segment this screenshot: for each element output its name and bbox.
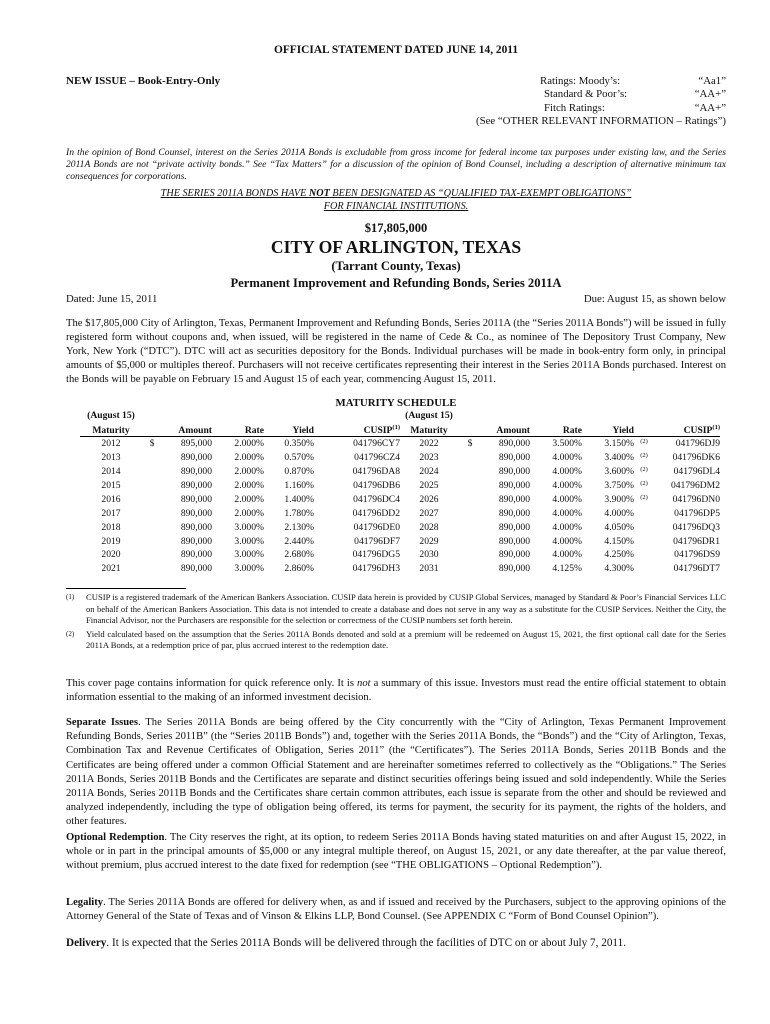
table-row [80, 479, 400, 493]
cusip-cell: 041796DP5 [674, 507, 720, 519]
rate-cell: 3.000% [234, 521, 264, 533]
section-delivery: Delivery. It is expected that the Series 2011A Bonds will be delivered through the facilities of DTC on or about July 7, 2011. [66, 937, 626, 949]
cusip-cell: 041796DK6 [672, 452, 720, 464]
col-header-yield-right: Yield [582, 422, 634, 437]
footnote-2-text: Yield calculated based on the assumption that the Series 2011A Bonds denoted and sold at a premium will be redeemed on August 15, 2021, the first optional call date for the Series 2011A Bonds, at a redemption price of par, plus accrued interest to the redemption date. [86, 628, 726, 650]
table-row [80, 465, 400, 479]
table-row [80, 493, 400, 507]
amount-cell: 890,000 [498, 493, 530, 505]
yield-footnote-mark [634, 507, 654, 521]
maturity-schedule-title: MATURITY SCHEDULE [335, 397, 457, 409]
amount-cell: 890,000 [498, 466, 530, 477]
rate-cell: 2.000% [234, 438, 264, 450]
table-row [80, 535, 400, 549]
maturity-year: 2021 [101, 563, 121, 575]
dollar-sign [460, 562, 480, 576]
yield-cell: 1.780% [284, 507, 314, 519]
yield-cell: 2.130% [284, 521, 314, 533]
issuer-name: CITY OF ARLINGTON, TEXAS [270, 237, 522, 257]
yield-cell: 4.050% [604, 521, 634, 533]
yield-cell: 2.680% [284, 549, 314, 561]
col-header-cusip-left: CUSIP$^{(1)}$ [314, 422, 400, 437]
table-row [398, 562, 720, 576]
maturity-year: 2020 [101, 549, 121, 561]
section-heading: Separate Issues [66, 717, 138, 728]
yield-cell: 3.400% [604, 452, 634, 464]
amount-cell: 890,000 [180, 452, 212, 464]
new-issue-label: NEW ISSUE – Book-Entry-Only [66, 75, 221, 87]
amount-cell: 895,000 [180, 438, 212, 450]
yield-footnote-mark [634, 521, 654, 535]
maturity-year: 2027 [419, 507, 439, 519]
col-header-cusip-right: CUSIP$^{(1)}$ [654, 422, 720, 437]
maturity-year: 2022 [419, 438, 439, 450]
cusip-cell: 041796DH3 [352, 563, 400, 575]
dollar-sign [460, 465, 480, 479]
rate-cell: 4.125% [552, 563, 582, 575]
maturity-year: 2017 [101, 507, 121, 519]
dollar-sign [142, 507, 162, 521]
cusip-cell: 041796DF7 [354, 535, 400, 547]
designation-line2: FOR FINANCIAL INSTITUTIONS. [323, 200, 469, 212]
maturity-year: 2014 [101, 466, 121, 477]
table-row [398, 548, 720, 562]
yield-footnote-mark: (2) [640, 452, 648, 460]
section-separate-issues: Separate Issues. The Series 2011A Bonds are being offered by the City concurrently with the “City of Arlington, Texas Permanent Improvement Refunding Bonds, Series 2011B” (the “Series 2011B Bonds”) and, together with the Series 2011A Bonds, the “Bonds”) and the “City of Arlington, Texas, Combination Tax and Revenue Certificates of Obligation, Series 2011” (the “Certificates”). The Series 2011A Bonds, Series 2011B Bonds and the Certificates are being offered under a common Official Statement and are hereinafter sometimes referred to collectively as the “Obligations.” The Series 2011A Bonds, Series 2011B Bonds and the Certificates are separate and distinct securities offerings being issued and sold independently. While the Series 2011A Bonds, Series 2011B Bonds and the Certificates share certain common attributes, each issue is separate from the other and should be reviewed and analyzed independently, including the type of obligation being offered, its terms for payment, the security for its payment, the rights of the holders, and other features. [66, 717, 726, 828]
cusip-cell: 041796DS9 [674, 549, 720, 561]
yield-cell: 1.160% [284, 479, 314, 491]
amount-cell: 890,000 [498, 479, 530, 491]
section-legality: Legality. The Series 2011A Bonds are offered for delivery when, as and if issued and received by the Purchasers, subject to the approving opinions of the Attorney General of the State of Texas and of Vinson & Elkins LLP, Bond Counsel. (See APPENDIX C “Form of Bond Counsel Opinion”). [66, 897, 726, 923]
col-header-aug-right: (August 15) [405, 410, 453, 421]
amount-cell: 890,000 [180, 549, 212, 561]
cusip-cell: 041796DD2 [352, 507, 400, 519]
maturity-year: 2015 [101, 479, 121, 491]
cusip-cell: 041796DL4 [673, 466, 720, 477]
footnote-rule [66, 588, 186, 589]
rate-cell: 3.000% [234, 535, 264, 547]
designation-part1: THE SERIES 2011A BONDS HAVE [160, 188, 309, 199]
rate-cell: 4.000% [552, 493, 582, 505]
dollar-sign [460, 479, 480, 493]
amount-cell: 890,000 [180, 479, 212, 491]
col-header-yield-left: Yield [264, 422, 314, 437]
col-header-amount-left: Amount [162, 422, 212, 437]
maturity-year: 2018 [101, 521, 121, 533]
yield-cell: 3.900% [604, 493, 634, 505]
amount-cell: 890,000 [180, 507, 212, 519]
cusip-cell: 041796DN0 [672, 493, 720, 505]
table-row [398, 535, 720, 549]
maturity-year: 2024 [419, 466, 439, 477]
due-text: Due: August 15, as shown below [583, 293, 726, 305]
table-row [80, 562, 400, 576]
cusip-cell: 041796DJ9 [675, 438, 720, 450]
dollar-sign [142, 521, 162, 535]
col-header-maturity-left: Maturity [80, 422, 142, 437]
col-header-aug-left: (August 15) [87, 410, 135, 421]
section-optional-redemption: Optional Redemption. The City reserves the right, at its option, to redeem Series 2011A Bonds having stated maturities on and after August 15, 2022, in whole or in part in the principal amounts of $5,000 or any integral multiple thereof, on August 15, 2021, or any date thereafter, at the par value thereof, without premium, plus accrued interest to the date fixed for redemption (see “THE OBLIGATIONS – Optional Redemption”). [66, 832, 726, 872]
cover-note: This cover page contains information for quick reference only. It is not a summary of this issue. Investors must read the entire official statement to obtain information essential to the making of an informed investment decision. [66, 678, 727, 704]
table-row [80, 548, 400, 562]
table-row [80, 451, 400, 465]
rating-fitch-value: “AA+” [694, 101, 726, 114]
bond-counsel-opinion: In the opinion of Bond Counsel, interest on the Series 2011A Bonds is excludable from gross income for federal income tax purposes under existing law, and the Series 2011A Bonds are not “private activity bonds.” See “Tax Matters” for a discussion of the opinion of Bond Counsel, including a description of alternative minimum tax consequences for corporations. [66, 147, 726, 183]
cusip-cell: 041796DB6 [353, 479, 400, 491]
table-row [398, 493, 720, 507]
rate-cell: 2.000% [234, 493, 264, 505]
yield-cell: 1.400% [284, 493, 314, 505]
cusip-cell: 041796DA8 [352, 466, 400, 477]
dollar-sign [460, 451, 480, 465]
rating-sp-value: “AA+” [694, 88, 726, 101]
issue-amount: $17,805,000 [364, 221, 428, 235]
yield-footnote-mark: (2) [640, 493, 648, 501]
section-heading: Legality [66, 897, 104, 908]
rate-cell: 3.000% [234, 563, 264, 575]
maturity-year: 2013 [101, 452, 121, 464]
dollar-sign [142, 451, 162, 465]
footnote-1-text: CUSIP is a registered trademark of the American Bankers Association. CUSIP data herein is provided by CUSIP Global Services, managed by Standard & Poor’s Financial Services LLC on behalf of the American Bankers Association. This data is not intended to create a database and does not serve in any way as a substitute for the CUSIP Services. Neither the City, the Financial Advisor, nor the Purchasers are responsible for the selection or correctness of the CUSIP numbers set forth herein. [86, 592, 726, 625]
yield-cell: 2.860% [284, 563, 314, 575]
cusip-cell: 041796DT7 [673, 563, 720, 575]
amount-cell: 890,000 [498, 535, 530, 547]
cusip-cell: 041796CZ4 [354, 452, 400, 464]
maturity-table-left [80, 410, 400, 576]
ratings-see-note: (See “OTHER RELEVANT INFORMATION – Ratings”) [475, 114, 726, 127]
maturity-year: 2025 [419, 479, 439, 491]
yield-cell: 3.150% [604, 438, 634, 450]
amount-cell: 890,000 [180, 466, 212, 477]
maturity-year: 2029 [419, 535, 439, 547]
footnote-2-mark: (2) [66, 629, 75, 638]
table-row [80, 507, 400, 521]
footnote-1-mark: (1) [66, 593, 75, 601]
rate-cell: 4.000% [552, 452, 582, 464]
dollar-sign [142, 493, 162, 507]
table-row [398, 465, 720, 479]
statement-title: OFFICIAL STATEMENT DATED JUNE 14, 2011 [273, 44, 519, 56]
cusip-cell: 041796CY7 [353, 438, 400, 450]
footnotes [66, 592, 726, 652]
rate-cell: 4.000% [552, 466, 582, 477]
rate-cell: 3.000% [234, 549, 264, 561]
rate-cell: 2.000% [234, 479, 264, 491]
yield-cell: 0.570% [284, 452, 314, 464]
dollar-sign [460, 535, 480, 549]
intro-paragraph: The $17,805,000 City of Arlington, Texas, Permanent Improvement and Refunding Bonds, Series 2011A (the “Series 2011A Bonds”) will be issued in fully registered form without coupons and, when issued, will be registered in the name of Cede & Co., as nominee of The Depository Trust Company, New York, New York (“DTC”). DTC will act as securities depository for the Bonds. Individual purchases will be made in book-entry form only, in principal amounts of $5,000 or multiples thereof. Purchasers will not receive certificates representing their interest in the Series 2011A Bonds purchased. Interest on the Bonds will be payable on February 15 and August 15 of each year, commencing August 15, 2011. [66, 318, 726, 386]
dollar-sign [460, 493, 480, 507]
maturity-year: 2019 [101, 535, 121, 547]
designation-not: NOT [308, 188, 330, 199]
table-row [80, 437, 400, 451]
yield-cell: 0.870% [284, 466, 314, 477]
designation-part2: BEEN DESIGNATED AS “QUALIFIED TAX-EXEMPT OBLIGATIONS” [329, 188, 632, 199]
dollar-sign [460, 521, 480, 535]
yield-cell: 4.000% [604, 507, 634, 519]
ratings-block [430, 75, 726, 128]
footnote-2 [66, 629, 726, 652]
maturity-year: 2028 [419, 521, 439, 533]
yield-cell: 2.440% [284, 535, 314, 547]
dollar-sign [142, 479, 162, 493]
footnote-1 [66, 592, 726, 627]
col-header-rate-left: Rate [212, 422, 264, 437]
yield-footnote-mark: (2) [640, 438, 648, 446]
rate-cell: 2.000% [234, 452, 264, 464]
yield-cell: 4.300% [604, 563, 634, 575]
amount-cell: 890,000 [498, 438, 530, 450]
table-row [398, 479, 720, 493]
yield-footnote-mark: (2) [640, 466, 648, 473]
rate-cell: 4.000% [552, 549, 582, 561]
maturity-year: 2031 [419, 563, 439, 575]
table-row [398, 521, 720, 535]
cusip-cell: 041796DG5 [352, 549, 400, 561]
dollar-sign [142, 548, 162, 562]
rate-cell: 2.000% [234, 507, 264, 519]
dollar-sign: $ [467, 438, 473, 450]
cusip-cell: 041796DQ3 [672, 521, 720, 533]
rating-fitch-label: Fitch Ratings: [544, 101, 605, 114]
maturity-year: 2023 [419, 452, 439, 464]
yield-cell: 0.350% [284, 438, 314, 450]
yield-footnote-mark [634, 548, 654, 562]
col-header-amount-right: Amount [480, 422, 530, 437]
rating-sp-label: Standard & Poor’s: [544, 88, 628, 101]
table-row [80, 521, 400, 535]
issuer-county: (Tarrant County, Texas) [331, 259, 461, 273]
amount-cell: 890,000 [180, 521, 212, 533]
dollar-sign [460, 548, 480, 562]
maturity-year: 2030 [419, 549, 439, 561]
rating-moody-value: “Aa1” [698, 75, 726, 87]
yield-footnote-mark [634, 535, 654, 549]
rate-cell: 2.000% [234, 466, 264, 477]
cusip-cell: 041796DR1 [673, 535, 720, 547]
dollar-sign [142, 535, 162, 549]
col-header-rate-right: Rate [530, 422, 582, 437]
yield-footnote-mark: (2) [640, 479, 648, 487]
rate-cell: 4.000% [552, 479, 582, 491]
maturity-year: 2026 [419, 493, 439, 505]
amount-cell: 890,000 [498, 452, 530, 464]
amount-cell: 890,000 [498, 563, 530, 575]
table-row [398, 437, 720, 451]
rating-moody-label: Ratings: Moody’s: [540, 75, 621, 87]
table-row [398, 451, 720, 465]
cusip-cell: 041796DM2 [670, 479, 720, 491]
dated-text: Dated: June 15, 2011 [66, 293, 158, 305]
amount-cell: 890,000 [180, 493, 212, 505]
dollar-sign [142, 465, 162, 479]
yield-cell: 3.600% [604, 466, 634, 477]
amount-cell: 890,000 [180, 535, 212, 547]
cusip-cell: 041796DC4 [353, 493, 400, 505]
dollar-sign: $ [149, 438, 155, 450]
cover-note-not: not [357, 678, 371, 689]
yield-cell: 3.750% [604, 479, 634, 491]
yield-footnote-mark [634, 562, 654, 576]
amount-cell: 890,000 [498, 549, 530, 561]
designation-notice [66, 188, 726, 214]
amount-cell: 890,000 [498, 521, 530, 533]
col-header-maturity-right: Maturity [398, 422, 460, 437]
yield-cell: 4.250% [604, 549, 634, 561]
section-heading: Optional Redemption [66, 832, 165, 843]
rate-cell: 3.500% [552, 438, 582, 450]
dollar-sign [460, 507, 480, 521]
dollar-sign [142, 562, 162, 576]
section-heading: Delivery [66, 937, 107, 949]
dated-line [66, 293, 726, 305]
amount-cell: 890,000 [498, 507, 530, 519]
maturity-year: 2016 [101, 493, 121, 505]
rate-cell: 4.000% [552, 535, 582, 547]
yield-cell: 4.150% [604, 535, 634, 547]
cusip-cell: 041796DE0 [353, 521, 400, 533]
amount-cell: 890,000 [180, 563, 212, 575]
table-row [398, 507, 720, 521]
series-title: Permanent Improvement and Refunding Bonds, Series 2011A [230, 276, 562, 290]
maturity-table-right [398, 410, 720, 576]
rate-cell: 4.000% [552, 507, 582, 519]
rate-cell: 4.000% [552, 521, 582, 533]
maturity-year: 2012 [101, 438, 121, 450]
